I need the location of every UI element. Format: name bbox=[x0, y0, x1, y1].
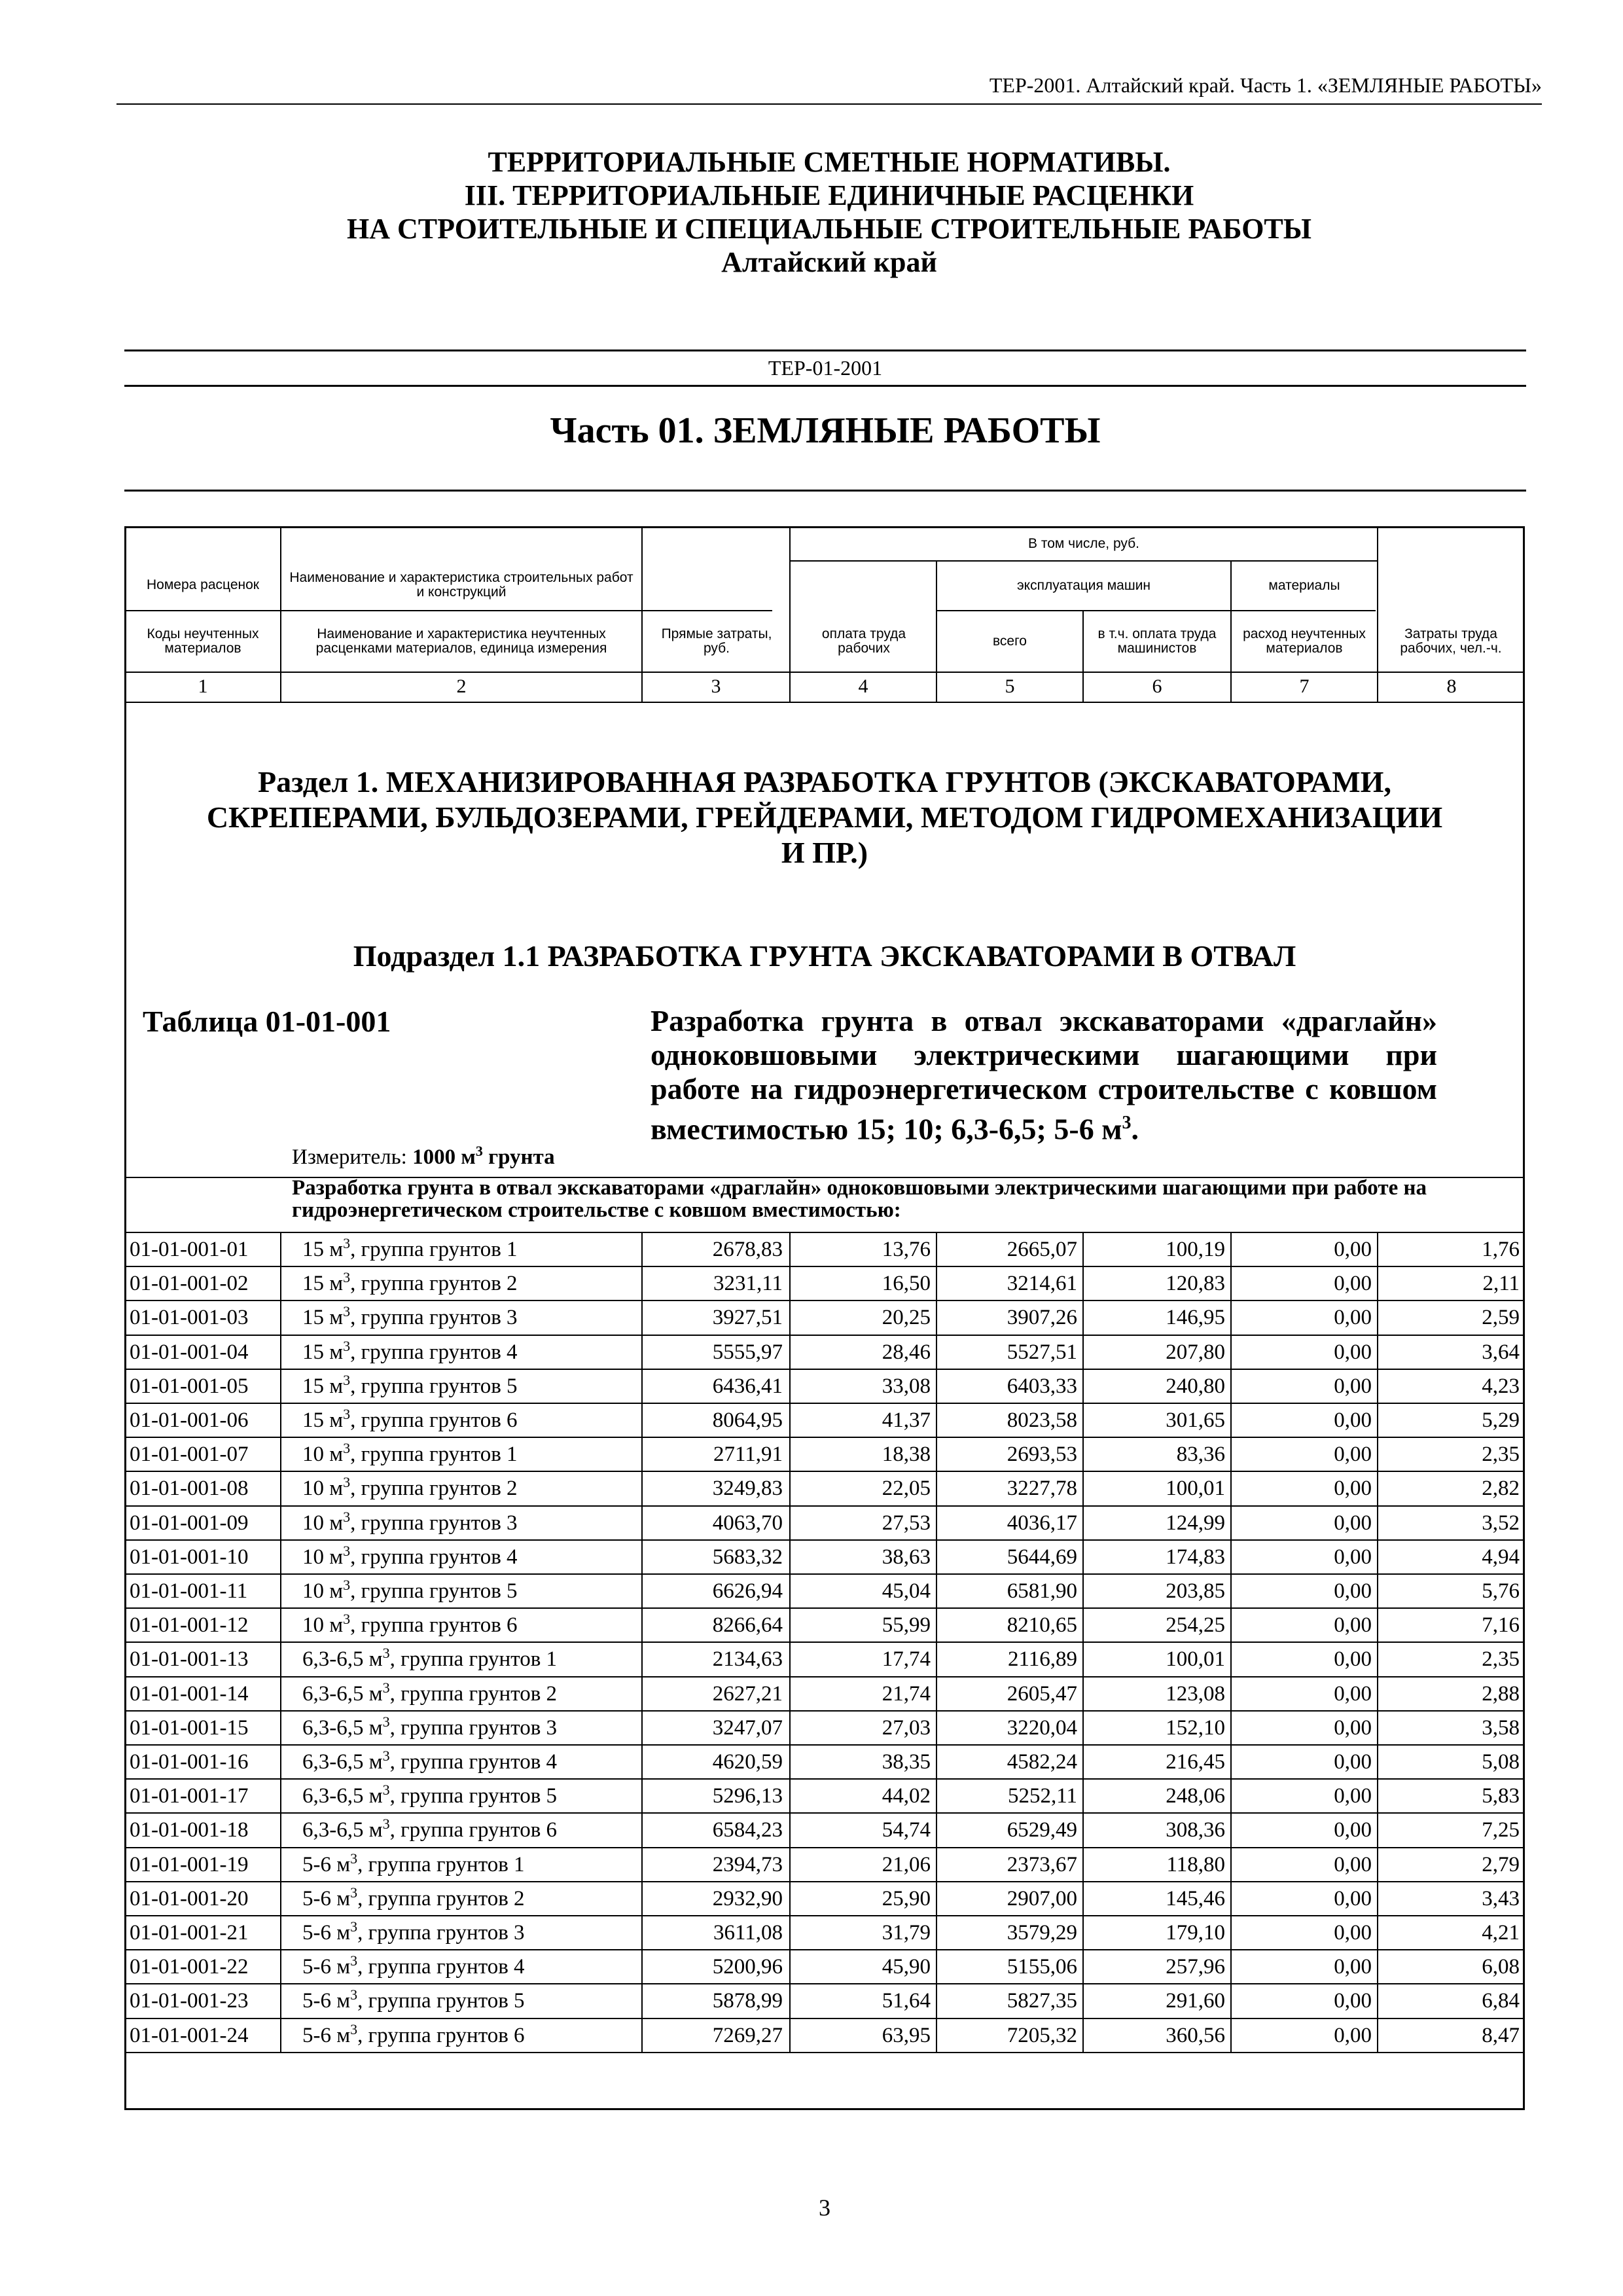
table-cell-direct: 2678,83 bbox=[712, 1238, 783, 1261]
table-cell-mach: 2116,89 bbox=[1007, 1647, 1077, 1672]
table-cell-code: 01-01-001-23 bbox=[130, 1989, 249, 2013]
table-cell-code: 01-01-001-09 bbox=[130, 1511, 249, 1535]
table-cell-mat: 0,00 bbox=[1334, 1613, 1372, 1638]
title-line: НА СТРОИТЕЛЬНЫЕ И СПЕЦИАЛЬНЫЕ СТРОИТЕЛЬНЫЕ РАБОТЫ bbox=[347, 213, 1311, 245]
document-code: ТЕР-01-2001 bbox=[768, 356, 883, 380]
table-cell-mat: 0,00 bbox=[1334, 1852, 1372, 1876]
table-cell-labor: 45,90 bbox=[882, 1955, 931, 1979]
col-number: 6 bbox=[1152, 675, 1162, 697]
table-cell-direct: 5555,97 bbox=[712, 1340, 783, 1364]
table-cell-labor: 25,90 bbox=[882, 1886, 931, 1910]
divider bbox=[124, 490, 1526, 492]
table-cell-code: 01-01-001-08 bbox=[130, 1477, 249, 1501]
table-cell-mat: 0,00 bbox=[1334, 1374, 1372, 1398]
table-cell-labor: 41,37 bbox=[882, 1408, 931, 1432]
table-cell-hours: 4,21 bbox=[1482, 1921, 1520, 1945]
superscript: 3 bbox=[1122, 1113, 1132, 1133]
table-cell-direct: 5200,96 bbox=[712, 1955, 783, 1979]
table-cell-direct: 3611,08 bbox=[713, 1921, 783, 1945]
table-cell-code: 01-01-001-06 bbox=[130, 1408, 249, 1432]
table-cell-hours: 2,88 bbox=[1482, 1681, 1520, 1706]
table-cell-mach-labor: 174,83 bbox=[1166, 1545, 1225, 1569]
table-description-end: . bbox=[1131, 1112, 1139, 1146]
table-cell-labor: 22,05 bbox=[882, 1477, 931, 1501]
grid-line bbox=[124, 702, 1525, 703]
measure-value: 1000 м bbox=[412, 1145, 476, 1169]
table-cell-name: 5-6 $м^3$, группа грунтов 6 bbox=[302, 2020, 525, 2047]
table-cell-mach: 2605,47 bbox=[1007, 1681, 1077, 1706]
table-cell-mach-labor: 100,01 bbox=[1166, 1477, 1225, 1501]
table-cell-mach: 4582,24 bbox=[1007, 1750, 1077, 1774]
title-line: Алтайский край bbox=[721, 246, 937, 278]
table-cell-mach: 3227,78 bbox=[1007, 1477, 1077, 1501]
table-cell-hours: 4,23 bbox=[1482, 1374, 1520, 1398]
table-cell-name: 5-6 $м^3$, группа грунтов 5 bbox=[302, 1986, 525, 2013]
table-cell-mat: 0,00 bbox=[1334, 1477, 1372, 1501]
table-cell-labor: 55,99 bbox=[882, 1613, 931, 1638]
table-cell-mach: 7205,32 bbox=[1007, 2023, 1077, 2047]
table-cell-mat: 0,00 bbox=[1334, 1647, 1372, 1672]
table-cell-mach-labor: 120,83 bbox=[1166, 1272, 1225, 1296]
table-cell-mach: 3579,29 bbox=[1007, 1921, 1077, 1945]
table-cell-mat: 0,00 bbox=[1334, 1955, 1372, 1979]
table-cell-labor: 38,35 bbox=[882, 1750, 931, 1774]
table-cell-name: 6,3-6,5 $м^3$, группа грунтов 6 bbox=[302, 1816, 558, 1842]
table-cell-direct: 5683,32 bbox=[712, 1545, 783, 1569]
table-cell-mach: 2373,67 bbox=[1007, 1852, 1077, 1876]
col-number: 8 bbox=[1446, 675, 1457, 697]
table-cell-mach: 3907,26 bbox=[1007, 1306, 1077, 1330]
table-cell-mach-labor: 83,36 bbox=[1176, 1443, 1225, 1467]
table-cell-mach-labor: 360,56 bbox=[1166, 2023, 1225, 2047]
table-cell-name: 6,3-6,5 $м^3$, группа грунтов 1 bbox=[302, 1645, 558, 1672]
table-cell-name: 15 $м^3$, группа грунтов 4 bbox=[302, 1337, 518, 1364]
table-cell-direct: 6584,23 bbox=[712, 1818, 783, 1842]
table-cell-code: 01-01-001-15 bbox=[130, 1715, 249, 1740]
table-cell-mach-labor: 257,96 bbox=[1166, 1955, 1225, 1979]
table-cell-labor: 45,04 bbox=[882, 1579, 931, 1603]
measure-unit bbox=[292, 1143, 555, 1170]
superscript: 3 bbox=[475, 1143, 483, 1159]
table-cell-code: 01-01-001-02 bbox=[130, 1272, 249, 1296]
table-cell-mat: 0,00 bbox=[1334, 1579, 1372, 1603]
table-cell-hours: 5,76 bbox=[1482, 1579, 1520, 1603]
table-cell-mach: 6403,33 bbox=[1007, 1374, 1077, 1398]
table-cell-code: 01-01-001-05 bbox=[130, 1374, 249, 1398]
table-cell-mat: 0,00 bbox=[1334, 1511, 1372, 1535]
table-cell-mach: 6529,49 bbox=[1007, 1818, 1077, 1842]
table-cell-labor: 63,95 bbox=[882, 2023, 931, 2047]
table-cell-direct: 8266,64 bbox=[712, 1613, 783, 1638]
table-cell-labor: 38,63 bbox=[882, 1545, 931, 1569]
table-cell-mach: 5644,69 bbox=[1007, 1545, 1077, 1569]
table-cell-mach-labor: 216,45 bbox=[1166, 1750, 1225, 1774]
table-cell-mach: 5155,06 bbox=[1007, 1955, 1077, 1979]
table-cell-mach: 8023,58 bbox=[1007, 1408, 1077, 1432]
table-cell-labor: 54,74 bbox=[882, 1818, 931, 1842]
table-cell-labor: 33,08 bbox=[882, 1374, 931, 1398]
divider bbox=[124, 385, 1526, 387]
table-cell-direct: 2711,91 bbox=[713, 1443, 783, 1467]
col-header-labor-hours: Затраты труда рабочих, чел.-ч. bbox=[1400, 626, 1502, 656]
table-cell-hours: 2,35 bbox=[1482, 1443, 1520, 1467]
table-cell-name: 10 $м^3$, группа грунтов 2 bbox=[302, 1474, 518, 1501]
section-title-line: СКРЕПЕРАМИ, БУЛЬДОЗЕРАМИ, ГРЕЙДЕРАМИ, МЕТОДОМ ГИДРОМЕХАНИЗАЦИИ bbox=[206, 800, 1443, 834]
table-cell-mat: 0,00 bbox=[1334, 1443, 1372, 1467]
table-cell-mach-labor: 301,65 bbox=[1166, 1408, 1225, 1432]
table-cell-mach-labor: 118,80 bbox=[1166, 1852, 1225, 1876]
col-header-material-codes: Коды неучтенных материалов bbox=[147, 626, 259, 656]
table-cell-code: 01-01-001-19 bbox=[130, 1852, 249, 1876]
table-cell-mach: 6581,90 bbox=[1007, 1579, 1077, 1603]
table-cell-name: 5-6 $м^3$, группа грунтов 3 bbox=[302, 1918, 525, 1945]
table-cell-hours: 3,43 bbox=[1482, 1886, 1520, 1910]
table-cell-name: 5-6 $м^3$, группа грунтов 1 bbox=[302, 1850, 525, 1876]
table-cell-mat: 0,00 bbox=[1334, 1715, 1372, 1740]
col-header-rate-numbers: Номера расценок bbox=[147, 577, 259, 592]
table-cell-name: 10 $м^3$, группа грунтов 3 bbox=[302, 1508, 518, 1535]
table-description bbox=[651, 1004, 1437, 1146]
table-cell-code: 01-01-001-20 bbox=[130, 1886, 249, 1910]
col-header-including: В том числе, руб. bbox=[1028, 536, 1139, 551]
table-cell-code: 01-01-001-17 bbox=[130, 1784, 249, 1808]
table-cell-direct: 4620,59 bbox=[712, 1750, 783, 1774]
table-cell-hours: 3,52 bbox=[1482, 1511, 1520, 1535]
measure-label: Измеритель: bbox=[292, 1145, 413, 1169]
table-cell-mat: 0,00 bbox=[1334, 1681, 1372, 1706]
header-rule bbox=[116, 103, 1542, 105]
table-cell-direct: 6626,94 bbox=[712, 1579, 783, 1603]
table-cell-mach: 5252,11 bbox=[1007, 1784, 1077, 1808]
table-code: Таблица 01-01-001 bbox=[143, 1005, 391, 1038]
table-cell-mat: 0,00 bbox=[1334, 1818, 1372, 1842]
table-cell-hours: 2,35 bbox=[1482, 1647, 1520, 1672]
table-cell-code: 01-01-001-11 bbox=[130, 1579, 248, 1603]
col-number: 1 bbox=[198, 675, 208, 697]
table-cell-labor: 27,03 bbox=[882, 1715, 931, 1740]
table-cell-code: 01-01-001-07 bbox=[130, 1443, 249, 1467]
table-cell-code: 01-01-001-12 bbox=[130, 1613, 249, 1638]
table-cell-mat: 0,00 bbox=[1334, 1545, 1372, 1569]
table-cell-hours: 4,94 bbox=[1482, 1545, 1520, 1569]
table-cell-code: 01-01-001-16 bbox=[130, 1750, 249, 1774]
col-number: 5 bbox=[1005, 675, 1015, 697]
table-cell-mat: 0,00 bbox=[1334, 1750, 1372, 1774]
col-number: 3 bbox=[711, 675, 721, 697]
col-header-unaccounted-materials: расход неучтенных материалов bbox=[1243, 626, 1366, 656]
table-cell-hours: 2,11 bbox=[1482, 1272, 1520, 1296]
table-cell-name: 6,3-6,5 $м^3$, группа грунтов 3 bbox=[302, 1713, 558, 1740]
section-title bbox=[131, 764, 1518, 870]
table-cell-labor: 51,64 bbox=[882, 1989, 931, 2013]
table-cell-name: 10 $м^3$, группа грунтов 6 bbox=[302, 1611, 518, 1638]
table-cell-name: 10 $м^3$, группа грунтов 1 bbox=[302, 1440, 518, 1467]
subsection-title: Подраздел 1.1 РАЗРАБОТКА ГРУНТА ЭКСКАВАТОРАМИ В ОТВАЛ bbox=[353, 939, 1296, 973]
col-header-machines-total: всего bbox=[993, 634, 1027, 649]
table-cell-direct: 3231,11 bbox=[713, 1272, 783, 1296]
table-cell-hours: 7,16 bbox=[1482, 1613, 1520, 1638]
table-cell-mat: 0,00 bbox=[1334, 1921, 1372, 1945]
col-header-operator-pay: в т.ч. оплата труда машинистов bbox=[1097, 626, 1217, 656]
table-cell-hours: 6,84 bbox=[1482, 1989, 1520, 2013]
table-cell-labor: 44,02 bbox=[882, 1784, 931, 1808]
group-header: Разработка грунта в отвал экскаваторами «драглайн» одноковшовыми электрическими шагающими при работе на гидроэнергетическом строительстве с ковшом вместимостью: bbox=[292, 1176, 1427, 1222]
col-header-labor-pay: оплата труда рабочих bbox=[821, 626, 906, 656]
title-line: ТЕРРИТОРИАЛЬНЫЕ СМЕТНЫЕ НОРМАТИВЫ. bbox=[488, 146, 1171, 178]
table-cell-hours: 2,82 bbox=[1482, 1477, 1520, 1501]
table-cell-mach: 8210,65 bbox=[1007, 1613, 1077, 1638]
table-cell-name: 6,3-6,5 $м^3$, группа грунтов 5 bbox=[302, 1782, 558, 1808]
table-cell-mach: 3220,04 bbox=[1007, 1715, 1077, 1740]
table-cell-mach-labor: 248,06 bbox=[1166, 1784, 1225, 1808]
table-cell-mach: 2907,00 bbox=[1007, 1886, 1077, 1910]
table-cell-mach: 5527,51 bbox=[1007, 1340, 1077, 1364]
table-cell-hours: 3,58 bbox=[1482, 1715, 1520, 1740]
table-cell-mach-labor: 308,36 bbox=[1166, 1818, 1225, 1842]
table-cell-hours: 5,08 bbox=[1482, 1750, 1520, 1774]
table-cell-hours: 7,25 bbox=[1482, 1818, 1520, 1842]
col-header-machines: эксплуатация машин bbox=[1016, 578, 1151, 593]
table-cell-mat: 0,00 bbox=[1334, 1784, 1372, 1808]
table-cell-mach-labor: 203,85 bbox=[1166, 1579, 1225, 1603]
table-cell-hours: 6,08 bbox=[1482, 1955, 1520, 1979]
table-cell-name: 5-6 $м^3$, группа грунтов 2 bbox=[302, 1884, 525, 1910]
table-cell-direct: 3249,83 bbox=[712, 1477, 783, 1501]
table-cell-mach-labor: 179,10 bbox=[1166, 1921, 1225, 1945]
document-title bbox=[116, 145, 1542, 279]
table-cell-hours: 2,79 bbox=[1482, 1852, 1520, 1876]
table-cell-name: 10 $м^3$, группа грунтов 4 bbox=[302, 1542, 518, 1569]
col-number: 7 bbox=[1299, 675, 1310, 697]
table-cell-labor: 27,53 bbox=[882, 1511, 931, 1535]
table-cell-code: 01-01-001-18 bbox=[130, 1818, 249, 1842]
table-cell-mach: 2693,53 bbox=[1007, 1443, 1077, 1467]
table-cell-hours: 3,64 bbox=[1482, 1340, 1520, 1364]
table-cell-mat: 0,00 bbox=[1334, 1989, 1372, 2013]
table-cell-labor: 16,50 bbox=[882, 1272, 931, 1296]
table-cell-direct: 8064,95 bbox=[712, 1408, 783, 1432]
table-cell-direct: 5878,99 bbox=[712, 1989, 783, 2013]
table-cell-mach: 3214,61 bbox=[1007, 1272, 1077, 1296]
table-cell-code: 01-01-001-04 bbox=[130, 1340, 249, 1364]
table-cell-direct: 2932,90 bbox=[712, 1886, 783, 1910]
table-cell-mat: 0,00 bbox=[1334, 1886, 1372, 1910]
table-cell-mach-labor: 146,95 bbox=[1166, 1306, 1225, 1330]
section-title-line: И ПР.) bbox=[781, 836, 868, 869]
table-cell-name: 15 $м^3$, группа грунтов 5 bbox=[302, 1371, 518, 1398]
table-cell-code: 01-01-001-22 bbox=[130, 1955, 249, 1979]
table-cell-labor: 18,38 bbox=[882, 1443, 931, 1467]
divider bbox=[124, 350, 1526, 351]
table-cell-direct: 4063,70 bbox=[712, 1511, 783, 1535]
table-cell-mat: 0,00 bbox=[1334, 2023, 1372, 2047]
table-cell-code: 01-01-001-24 bbox=[130, 2023, 249, 2047]
table-cell-direct: 2134,63 bbox=[712, 1647, 783, 1672]
table-cell-code: 01-01-001-14 bbox=[130, 1681, 249, 1706]
table-cell-direct: 3247,07 bbox=[712, 1715, 783, 1740]
table-cell-hours: 5,83 bbox=[1482, 1784, 1520, 1808]
table-cell-code: 01-01-001-10 bbox=[130, 1545, 249, 1569]
table-cell-labor: 17,74 bbox=[882, 1647, 931, 1672]
table-cell-mat: 0,00 bbox=[1334, 1408, 1372, 1432]
table-cell-mat: 0,00 bbox=[1334, 1306, 1372, 1330]
table-cell-mach: 2665,07 bbox=[1007, 1238, 1077, 1261]
table-cell-direct: 2394,73 bbox=[712, 1852, 783, 1876]
table-cell-mach-labor: 123,08 bbox=[1166, 1681, 1225, 1706]
table-cell-labor: 20,25 bbox=[882, 1306, 931, 1330]
table-cell-code: 01-01-001-21 bbox=[130, 1921, 249, 1945]
table-cell-name: 6,3-6,5 $м^3$, группа грунтов 2 bbox=[302, 1679, 558, 1706]
section-title-line: Раздел 1. МЕХАНИЗИРОВАННАЯ РАЗРАБОТКА ГРУНТОВ (ЭКСКАВАТОРАМИ, bbox=[258, 765, 1391, 798]
table-cell-mach: 4036,17 bbox=[1007, 1511, 1077, 1535]
table-cell-direct: 3927,51 bbox=[712, 1306, 783, 1330]
table-description-text: Разработка грунта в отвал экскаваторами «драглайн» одноковшовыми электрическими шагающими при работе на гидроэнергетическом строительстве с ковшом вместимостью 15; 10; 6,3-6,5; 5-6 м bbox=[651, 1004, 1437, 1146]
table-cell-direct: 7269,27 bbox=[712, 2023, 783, 2047]
table-cell-hours: 8,47 bbox=[1482, 2023, 1520, 2047]
table-cell-labor: 21,06 bbox=[882, 1852, 931, 1876]
col-header-direct-costs: Прямые затраты, руб. bbox=[661, 626, 772, 656]
measure-unit-text: грунта bbox=[482, 1145, 555, 1169]
col-header-materials: материалы bbox=[1268, 578, 1340, 593]
table-cell-name: 15 $м^3$, группа грунтов 2 bbox=[302, 1269, 518, 1296]
table-cell-direct: 5296,13 bbox=[712, 1784, 783, 1808]
table-cell-mat: 0,00 bbox=[1334, 1340, 1372, 1364]
table-cell-direct: 6436,41 bbox=[712, 1374, 783, 1398]
running-header: ТЕР-2001. Алтайский край. Часть 1. «ЗЕМЛЯНЫЕ РАБОТЫ» bbox=[989, 73, 1542, 97]
part-title: Часть 01. ЗЕМЛЯНЫЕ РАБОТЫ bbox=[550, 410, 1101, 451]
col-number: 2 bbox=[456, 675, 467, 697]
table-cell-name: 15 $м^3$, группа грунтов 3 bbox=[302, 1303, 518, 1330]
table-cell-labor: 13,76 bbox=[882, 1238, 931, 1261]
table-cell-mach: 5827,35 bbox=[1007, 1989, 1077, 2013]
table-cell-mach-labor: 291,60 bbox=[1166, 1989, 1225, 2013]
table-cell-labor: 21,74 bbox=[882, 1681, 931, 1706]
table-cell-direct: 2627,21 bbox=[712, 1681, 783, 1706]
table-cell-name: 15 $м^3$, группа грунтов 1 bbox=[302, 1235, 518, 1261]
col-number: 4 bbox=[858, 675, 868, 697]
table-cell-hours: 1,76 bbox=[1482, 1238, 1520, 1261]
table-cell-labor: 28,46 bbox=[882, 1340, 931, 1364]
table-cell-mach-labor: 254,25 bbox=[1166, 1613, 1225, 1638]
table-cell-mach-labor: 240,80 bbox=[1166, 1374, 1225, 1398]
col-header-work-name: Наименование и характеристика строительных работ и конструкций bbox=[289, 570, 633, 600]
table-cell-mat: 0,00 bbox=[1334, 1238, 1372, 1261]
table-cell-hours: 2,59 bbox=[1482, 1306, 1520, 1330]
table-cell-code: 01-01-001-01 bbox=[130, 1238, 249, 1261]
table-cell-code: 01-01-001-03 bbox=[130, 1306, 249, 1330]
table-cell-mach-labor: 100,01 bbox=[1166, 1647, 1225, 1672]
table-cell-mach-labor: 207,80 bbox=[1166, 1340, 1225, 1364]
table-cell-name: 10 $м^3$, группа грунтов 5 bbox=[302, 1577, 518, 1603]
title-line: III. ТЕРРИТОРИАЛЬНЫЕ ЕДИНИЧНЫЕ РАСЦЕНКИ bbox=[464, 179, 1194, 211]
grid-line bbox=[124, 672, 1525, 673]
table-cell-name: 15 $м^3$, группа грунтов 6 bbox=[302, 1406, 518, 1432]
table-cell-mach-labor: 145,46 bbox=[1166, 1886, 1225, 1910]
table-cell-labor: 31,79 bbox=[882, 1921, 931, 1945]
table-cell-mach-labor: 152,10 bbox=[1166, 1715, 1225, 1740]
table-cell-hours: 5,29 bbox=[1482, 1408, 1520, 1432]
col-header-material-name: Наименование и характеристика неучтенных расценками материалов, единица измерения bbox=[315, 626, 607, 656]
table-cell-mach-labor: 100,19 bbox=[1166, 1238, 1225, 1261]
page-number: 3 bbox=[819, 2195, 830, 2221]
table-cell-name: 6,3-6,5 $м^3$, группа грунтов 4 bbox=[302, 1748, 558, 1774]
table-cell-mach-labor: 124,99 bbox=[1166, 1511, 1225, 1535]
table-cell-name: 5-6 $м^3$, группа грунтов 4 bbox=[302, 1952, 525, 1979]
table-cell-code: 01-01-001-13 bbox=[130, 1647, 249, 1672]
table-cell-mat: 0,00 bbox=[1334, 1272, 1372, 1296]
